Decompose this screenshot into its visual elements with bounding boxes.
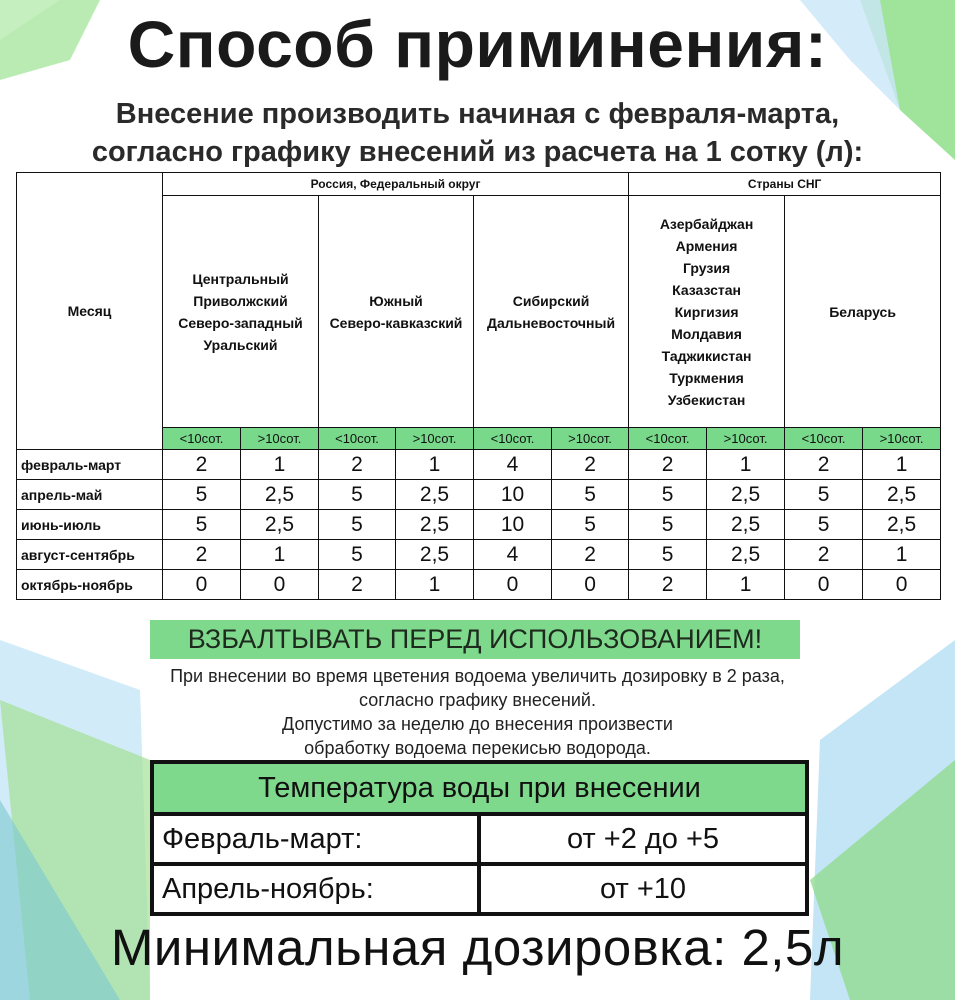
group-cis: Страны СНГ: [629, 173, 941, 196]
region-siberia: [474, 196, 629, 428]
dose-value-cell: 0: [863, 570, 941, 600]
schedule-row: [17, 480, 941, 510]
country-name: Казазстан: [672, 281, 742, 298]
dose-value-cell: 2,5: [707, 540, 785, 570]
schedule-body: [17, 450, 941, 600]
dose-value-cell: 10: [474, 510, 552, 540]
dose-value-cell: 2: [163, 450, 241, 480]
dose-value-cell: 4: [474, 450, 552, 480]
dose-value-cell: 2: [629, 570, 707, 600]
month-cell: август-сентябрь: [17, 540, 163, 570]
region-name: Южный: [369, 292, 423, 309]
dose-value-cell: 1: [396, 450, 474, 480]
dose-value-cell: 0: [163, 570, 241, 600]
month-cell: февраль-март: [17, 450, 163, 480]
dose-value-cell: 1: [863, 540, 941, 570]
water-temperature-table: [150, 760, 809, 916]
dose-value-cell: 5: [629, 540, 707, 570]
dose-value-cell: 5: [319, 540, 396, 570]
temperature-value: от +10: [479, 864, 807, 914]
group-russia: Россия, Федеральный округ: [163, 173, 629, 196]
region-central: [163, 196, 319, 428]
dose-value-cell: 2: [629, 450, 707, 480]
size-small-label: <10сот.: [474, 428, 552, 450]
dose-value-cell: 2: [163, 540, 241, 570]
subtitle: [0, 95, 955, 171]
dose-value-cell: 2,5: [396, 480, 474, 510]
dose-value-cell: 2,5: [863, 480, 941, 510]
dose-value-cell: 0: [474, 570, 552, 600]
note-line: Допустимо за неделю до внесения произвести: [282, 714, 673, 734]
country-name: Грузия: [683, 259, 731, 276]
dose-value-cell: 2,5: [707, 480, 785, 510]
note-line: согласно графику внесений.: [359, 690, 596, 710]
dose-value-cell: 2: [319, 450, 396, 480]
dose-value-cell: 5: [319, 480, 396, 510]
dose-value-cell: 2,5: [707, 510, 785, 540]
country-name: Таджикистан: [661, 347, 752, 364]
dose-value-cell: 0: [552, 570, 629, 600]
country-name: Узбекистан: [667, 391, 746, 408]
region-name: Северо-западный: [178, 314, 303, 331]
size-small-label: <10сот.: [629, 428, 707, 450]
schedule-row: [17, 510, 941, 540]
country-name: Молдавия: [671, 325, 742, 342]
dose-value-cell: 2: [785, 540, 863, 570]
dose-value-cell: 4: [474, 540, 552, 570]
dose-value-cell: 1: [396, 570, 474, 600]
dose-value-cell: 5: [163, 480, 241, 510]
dose-value-cell: 1: [863, 450, 941, 480]
temperature-period: Февраль-март:: [152, 814, 479, 864]
size-small-label: <10сот.: [785, 428, 863, 450]
size-large-label: >10сот.: [863, 428, 941, 450]
region-name: Сибирский: [512, 292, 590, 309]
dose-value-cell: 5: [785, 510, 863, 540]
month-cell: октябрь-ноябрь: [17, 570, 163, 600]
dose-value-cell: 5: [163, 510, 241, 540]
schedule-row: [17, 570, 941, 600]
region-south: [319, 196, 474, 428]
region-name: Центральный: [192, 270, 289, 287]
dose-value-cell: 2,5: [241, 480, 319, 510]
temperature-row: [152, 864, 807, 914]
temperature-row: [152, 814, 807, 864]
temperature-value: от +2 до +5: [479, 814, 807, 864]
group-header-row: [17, 173, 941, 196]
month-column-header: Месяц: [17, 173, 163, 450]
region-belarus: [785, 196, 941, 428]
dose-value-cell: 5: [552, 510, 629, 540]
country-name: Киргизия: [674, 303, 739, 320]
dose-value-cell: 1: [707, 450, 785, 480]
region-name: Северо-кавказский: [329, 314, 463, 331]
dose-value-cell: 5: [629, 510, 707, 540]
dosage-schedule-table: [16, 172, 941, 600]
dose-value-cell: 5: [629, 480, 707, 510]
country-name: Беларусь: [829, 303, 896, 320]
size-large-label: >10сот.: [241, 428, 319, 450]
dose-value-cell: 10: [474, 480, 552, 510]
dose-value-cell: 2: [785, 450, 863, 480]
temperature-period: Апрель-ноябрь:: [152, 864, 479, 914]
minimum-dosage: Минимальная дозировка: 2,5л: [110, 919, 845, 976]
note-line: При внесении во время цветения водоема увеличить дозировку в 2 раза,: [170, 666, 785, 686]
dose-value-cell: 0: [785, 570, 863, 600]
month-cell: апрель-май: [17, 480, 163, 510]
schedule-row: [17, 450, 941, 480]
note-line: обработку водоема перекисью водорода.: [304, 738, 651, 758]
region-name: Приволжский: [193, 292, 288, 309]
size-large-label: >10сот.: [552, 428, 629, 450]
dose-value-cell: 5: [319, 510, 396, 540]
size-small-label: <10сот.: [319, 428, 396, 450]
country-name: Туркмения: [669, 369, 744, 386]
dose-value-cell: 1: [707, 570, 785, 600]
dose-value-cell: 2,5: [396, 540, 474, 570]
region-name: Уральский: [203, 336, 278, 353]
month-cell: июнь-июль: [17, 510, 163, 540]
dose-value-cell: 2,5: [863, 510, 941, 540]
size-small-label: <10сот.: [163, 428, 241, 450]
subtitle-line-2: согласно графику внесений из расчета на 1 сотку (л):: [91, 136, 864, 168]
shake-before-use-banner: ВЗБАЛТЫВАТЬ ПЕРЕД ИСПОЛЬЗОВАНИЕМ!: [150, 620, 800, 659]
dose-value-cell: 5: [552, 480, 629, 510]
dose-value-cell: 5: [785, 480, 863, 510]
schedule-row: [17, 540, 941, 570]
region-cis-countries: [629, 196, 785, 428]
dose-value-cell: 2,5: [396, 510, 474, 540]
region-name: Дальневосточный: [486, 314, 616, 331]
dose-value-cell: 1: [241, 450, 319, 480]
size-large-label: >10сот.: [707, 428, 785, 450]
country-name: Азербайджан: [659, 215, 754, 232]
dose-value-cell: 0: [241, 570, 319, 600]
country-name: Армения: [675, 237, 738, 254]
dose-value-cell: 2: [319, 570, 396, 600]
page-title: Способ приминения:: [127, 7, 828, 81]
dose-value-cell: 2: [552, 450, 629, 480]
dose-value-cell: 1: [241, 540, 319, 570]
temperature-table-header: Температура воды при внесении: [152, 762, 807, 814]
dose-value-cell: 2: [552, 540, 629, 570]
dose-value-cell: 2,5: [241, 510, 319, 540]
subtitle-line-1: Внесение производить начиная с февраля-марта,: [115, 98, 840, 130]
size-large-label: >10сот.: [396, 428, 474, 450]
